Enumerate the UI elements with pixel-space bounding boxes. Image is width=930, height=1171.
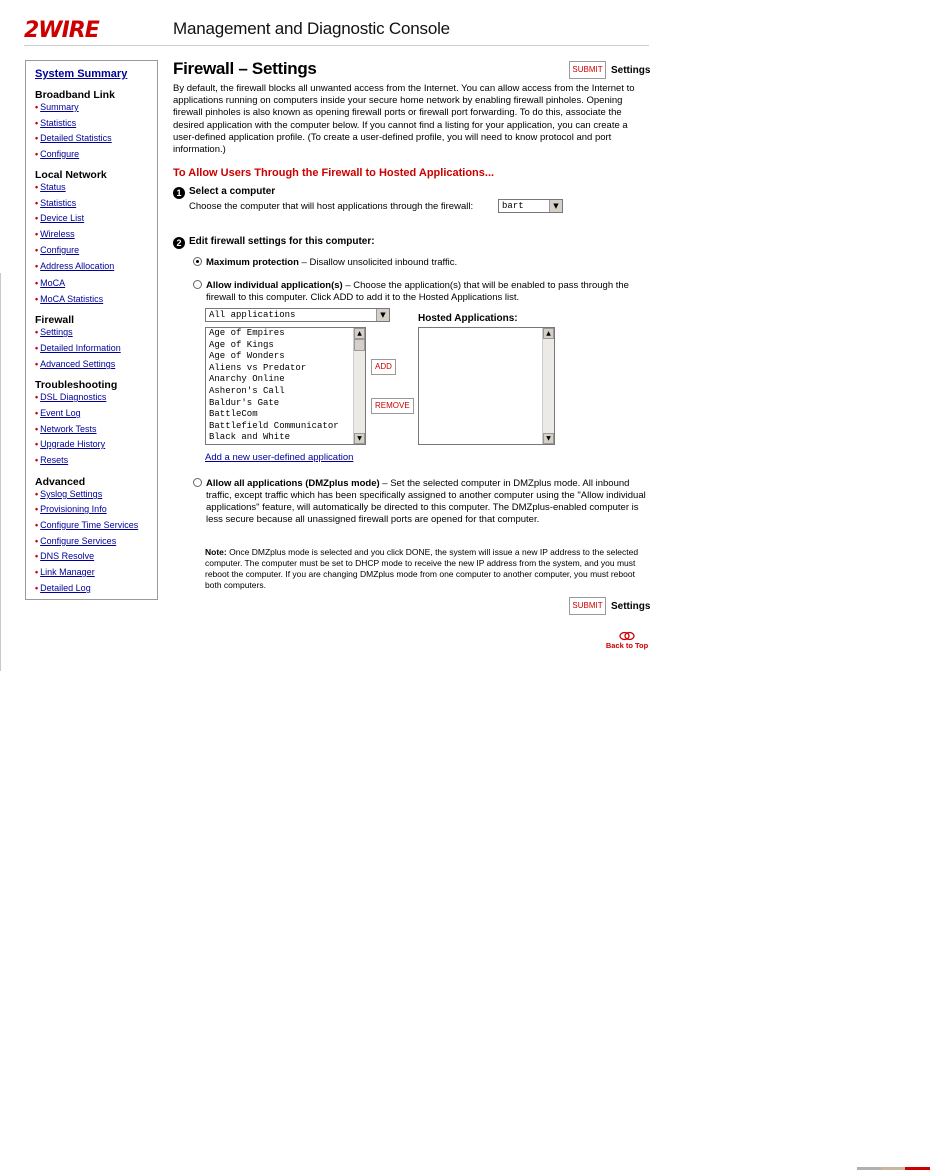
scroll-up-icon[interactable]: ▲ xyxy=(354,328,365,339)
sidebar-item-configure-services[interactable]: • Configure Services xyxy=(35,536,117,546)
sidebar-item-wireless[interactable]: • Wireless xyxy=(35,229,75,239)
console-title: Management and Diagnostic Console xyxy=(173,19,450,38)
add-button[interactable]: ADD xyxy=(371,359,396,375)
submit-button-top[interactable]: SUBMIT xyxy=(569,61,606,79)
add-user-defined-application-link[interactable]: Add a new user-defined application xyxy=(205,452,354,463)
sidebar-item-dns-resolve[interactable]: • DNS Resolve xyxy=(35,551,95,561)
sidebar-item-detailed-statistics[interactable]: • Detailed Statistics xyxy=(35,133,112,143)
option-maximum-protection-text: Maximum protection – Disallow unsolicited inbound traffic. xyxy=(206,257,458,268)
step-2-title: Edit firewall settings for this computer: xyxy=(189,236,375,247)
dmz-note: Note: Once DMZplus mode is selected and you click DONE, the system will issue a new IP address to the selected computer. The computer must be set to DHCP mode to receive the new IP address from the system, and you must reboot the computer. If you are changing DMZplus mode from one computer to another computer, you must reboot both computers. xyxy=(205,547,639,590)
remove-button[interactable]: REMOVE xyxy=(371,398,414,414)
sidebar-section-troubleshooting: Troubleshooting xyxy=(35,379,118,391)
intro-text: By default, the firewall blocks all unwanted access from the Internet. You can allow access from the Internet to applications running on computers inside your secure home network by enabling firewall pinholes. Opening firewall pinholes is also known as opening firewall ports or firewall port forwarding. To do this, associate the desired application with the computer below. If you cannot find a listing for your application, you can create a user-defined application profile. (To create a user-defined profile, you will need to know protocol and port information.) xyxy=(173,83,635,156)
option-dmzplus-text: Allow all applications (DMZplus mode) – Set the selected computer in DMZplus mode. All inbound traffic, except traffic which has been specifically assigned to another computer using the "Allow individual applications" feature, will automatically be directed to this computer. The DMZplus-enabled computer is less secure because all unassigned firewall ports are opened for that computer. xyxy=(206,478,646,525)
header-divider xyxy=(24,45,649,46)
sidebar-item-event-log[interactable]: • Event Log xyxy=(35,408,81,418)
list-item[interactable]: Age of Kings xyxy=(209,339,274,350)
list-item[interactable]: Baldur's Gate xyxy=(209,397,280,408)
hosted-applications-listbox[interactable] xyxy=(418,327,555,445)
list-item[interactable]: Aliens vs Predator xyxy=(209,362,307,373)
sidebar-item-moca-statistics[interactable]: • MoCA Statistics xyxy=(35,294,104,304)
step-1-title: Select a computer xyxy=(189,186,276,197)
sidebar-item-local-status[interactable]: • Status xyxy=(35,182,66,192)
list-item[interactable]: Age of Wonders xyxy=(209,351,285,362)
link-chain-icon xyxy=(619,631,635,641)
chevron-down-icon: ▼ xyxy=(549,200,562,212)
sidebar-item-firewall-settings[interactable]: • Settings xyxy=(35,327,73,337)
sidebar-item-network-tests[interactable]: • Network Tests xyxy=(35,424,97,434)
section-title: To Allow Users Through the Firewall to Hosted Applications... xyxy=(173,167,495,179)
sidebar-section-broadband-link: Broadband Link xyxy=(35,89,115,101)
list-item[interactable]: Age of Empires xyxy=(209,328,285,338)
sidebar-item-provisioning-info[interactable]: • Provisioning Info xyxy=(35,504,107,514)
step-2-icon: 2 xyxy=(173,237,185,249)
sidebar-item-device-list[interactable]: • Device List xyxy=(35,213,85,223)
radio-allow-all-dmzplus[interactable] xyxy=(193,478,202,487)
scroll-up-icon[interactable]: ▲ xyxy=(543,328,554,339)
applications-scrollbar[interactable] xyxy=(353,328,365,444)
sidebar-item-local-statistics[interactable]: • Statistics xyxy=(35,198,77,208)
sidebar-item-upgrade-history[interactable]: • Upgrade History xyxy=(35,439,106,449)
color-strip-gray xyxy=(857,1167,881,1170)
sidebar-item-syslog-settings[interactable]: • Syslog Settings xyxy=(35,489,103,499)
page-title: Firewall – Settings xyxy=(173,59,317,78)
list-item[interactable]: BattleCom xyxy=(209,409,258,420)
computer-select[interactable] xyxy=(498,199,563,213)
back-to-top-link[interactable] xyxy=(605,631,649,650)
sidebar-item-configure-time-services[interactable]: • Configure Time Services xyxy=(35,520,139,530)
sidebar-item-broadband-summary[interactable]: • Summary xyxy=(35,102,79,112)
2wire-logo xyxy=(24,17,120,41)
sidebar-item-detailed-log[interactable]: • Detailed Log xyxy=(35,583,91,593)
color-strip-tan xyxy=(881,1167,905,1170)
color-strip-red xyxy=(905,1167,930,1170)
list-item[interactable]: Battlefield Communicator xyxy=(209,420,339,431)
sidebar-item-broadband-statistics[interactable]: • Statistics xyxy=(35,118,77,128)
submit-caption-bottom: Settings xyxy=(611,601,651,612)
step-1-icon: 1 xyxy=(173,187,185,199)
scroll-down-icon[interactable]: ▼ xyxy=(543,433,554,444)
sidebar-section-firewall: Firewall xyxy=(35,314,75,326)
scroll-down-icon[interactable]: ▼ xyxy=(354,433,365,444)
scroll-thumb[interactable] xyxy=(354,339,365,351)
computer-select-value: bart xyxy=(502,201,524,211)
applications-listbox[interactable] xyxy=(205,327,366,445)
sidebar-item-link-manager[interactable]: • Link Manager xyxy=(35,567,95,577)
hosted-scrollbar[interactable] xyxy=(542,328,554,444)
left-edge-line xyxy=(0,273,1,671)
sidebar-item-moca[interactable]: • MoCA xyxy=(35,278,66,288)
radio-allow-individual[interactable] xyxy=(193,280,202,289)
radio-maximum-protection[interactable] xyxy=(193,257,202,266)
svg-text:2WIRE: 2WIRE xyxy=(24,18,99,41)
submit-button-bottom[interactable]: SUBMIT xyxy=(569,597,606,615)
list-item[interactable]: Asheron's Call xyxy=(209,385,285,396)
sidebar-link-system-summary[interactable]: System Summary xyxy=(35,68,128,80)
application-filter-value: All applications xyxy=(209,310,296,320)
sidebar-section-local-network: Local Network xyxy=(35,169,107,181)
sidebar-item-broadband-configure[interactable]: • Configure xyxy=(35,149,80,159)
sidebar-item-detailed-information[interactable]: • Detailed Information xyxy=(35,343,121,353)
list-item[interactable]: Black and White xyxy=(209,432,291,443)
list-item[interactable]: Anarchy Online xyxy=(209,374,285,385)
back-to-top-label: Back to Top xyxy=(605,641,649,650)
sidebar-item-advanced-settings[interactable]: • Advanced Settings xyxy=(35,359,116,369)
option-allow-individual-text: Allow individual application(s) – Choose the application(s) that will be enabled to pass through the firewall to this computer. Click ADD to add it to the Hosted Applications list. xyxy=(206,280,629,303)
chevron-down-icon: ▼ xyxy=(376,309,389,321)
hosted-applications-label: Hosted Applications: xyxy=(418,313,518,324)
choose-computer-text: Choose the computer that will host applications through the firewall: xyxy=(189,201,474,212)
sidebar-item-resets[interactable]: • Resets xyxy=(35,455,69,465)
sidebar-item-local-configure[interactable]: • Configure xyxy=(35,245,80,255)
submit-caption-top: Settings xyxy=(611,65,651,76)
sidebar-section-advanced: Advanced xyxy=(35,476,86,488)
application-filter-select[interactable] xyxy=(205,308,390,322)
sidebar-item-dsl-diagnostics[interactable]: • DSL Diagnostics xyxy=(35,392,107,402)
sidebar-nav xyxy=(25,60,158,600)
sidebar-item-address-allocation[interactable]: • Address Allocation xyxy=(35,261,115,271)
